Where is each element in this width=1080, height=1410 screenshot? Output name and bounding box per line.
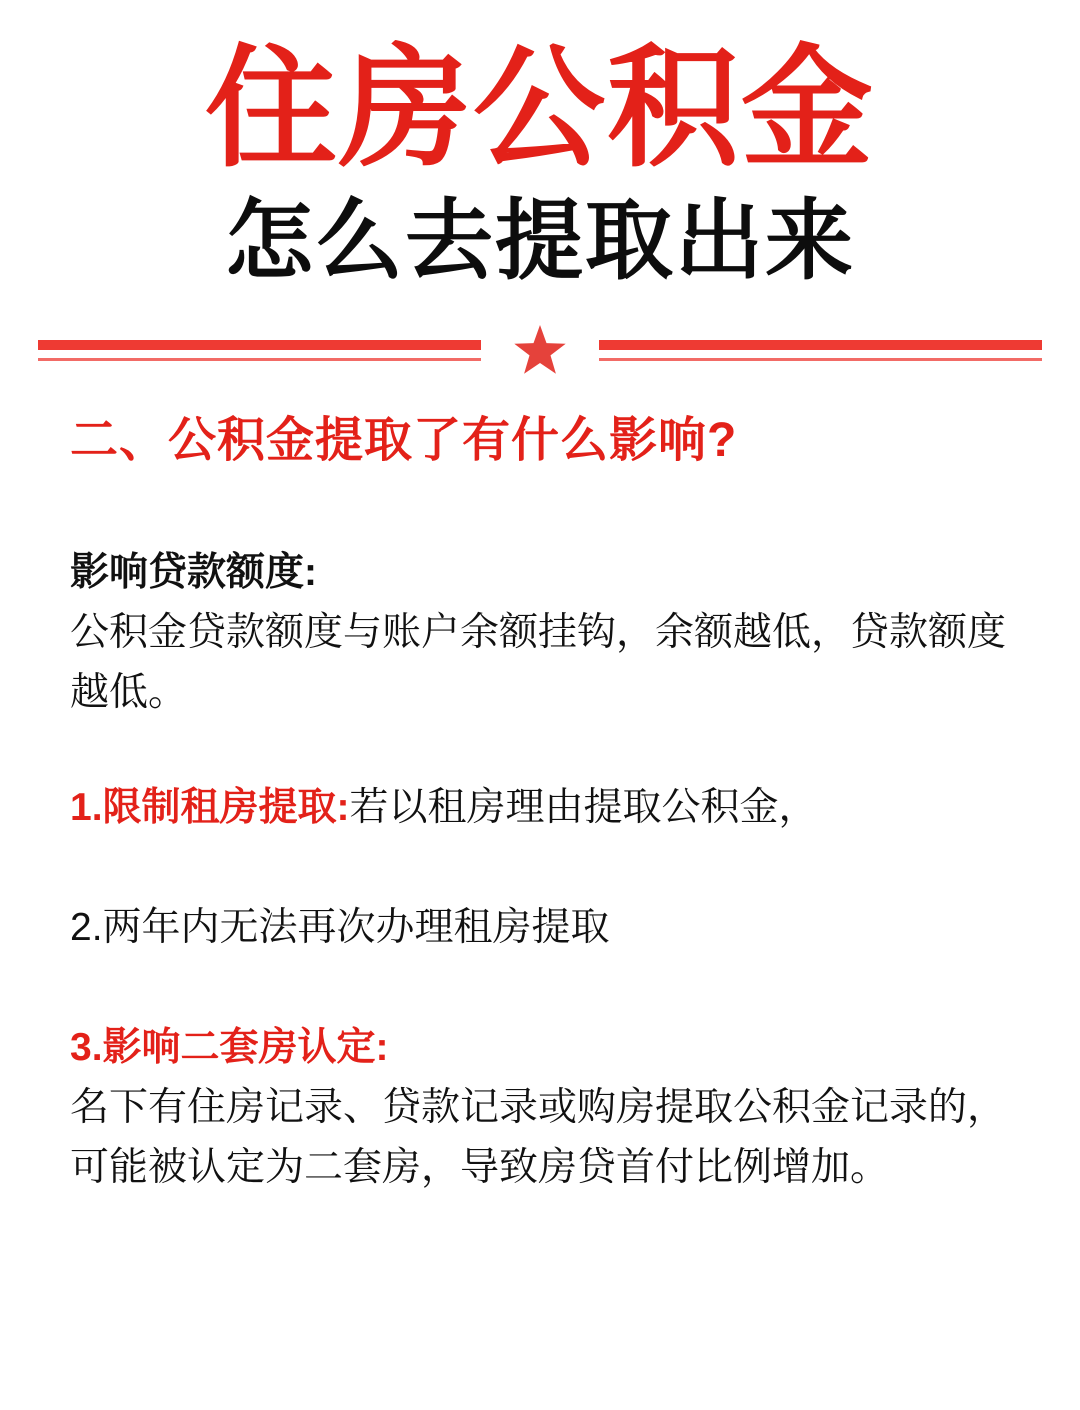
loan-impact-block	[70, 543, 1010, 723]
page-subtitle: 怎么去提取出来	[224, 188, 855, 293]
title-divider	[0, 323, 1080, 379]
loan-impact-text-line1: 公积金贷款额度与账户余额挂钩，余额越低，贷款额度	[70, 611, 1007, 655]
item-3-text-line2: 可能被认定为二套房，导致房贷首付比例增加。	[70, 1146, 890, 1190]
item-3-label: 3.影响二套房认定:	[70, 1026, 389, 1070]
item-1-line	[70, 778, 1010, 838]
page-title: 住房公积金	[205, 31, 875, 186]
divider-thin-line	[599, 358, 1042, 361]
star-icon	[513, 323, 567, 379]
divider-thick-bar	[599, 340, 1042, 350]
item-2-two-year-limit	[70, 898, 1010, 958]
divider-line-left	[38, 340, 481, 361]
item-1-label: 1.限制租房提取:	[70, 786, 350, 830]
loan-impact-label: 影响贷款额度:	[70, 551, 317, 595]
item-2-text: 2.两年内无法再次办理租房提取	[70, 906, 610, 950]
poster-content	[0, 413, 1080, 1198]
loan-impact-text-line2: 越低。	[70, 671, 188, 715]
divider-thick-bar	[38, 340, 481, 350]
poster-header	[0, 30, 1080, 294]
item-3-second-home	[70, 1018, 1010, 1198]
item-1-text: 若以租房理由提取公积金，	[349, 786, 818, 830]
item-3-text-line1: 名下有住房记录、贷款记录或购房提取公积金记录的，	[70, 1086, 1007, 1130]
section-heading: 二、公积金提取了有什么影响?	[70, 413, 738, 467]
divider-thin-line	[38, 358, 481, 361]
divider-line-right	[599, 340, 1042, 361]
item-1-rent-withdrawal	[70, 778, 1010, 838]
